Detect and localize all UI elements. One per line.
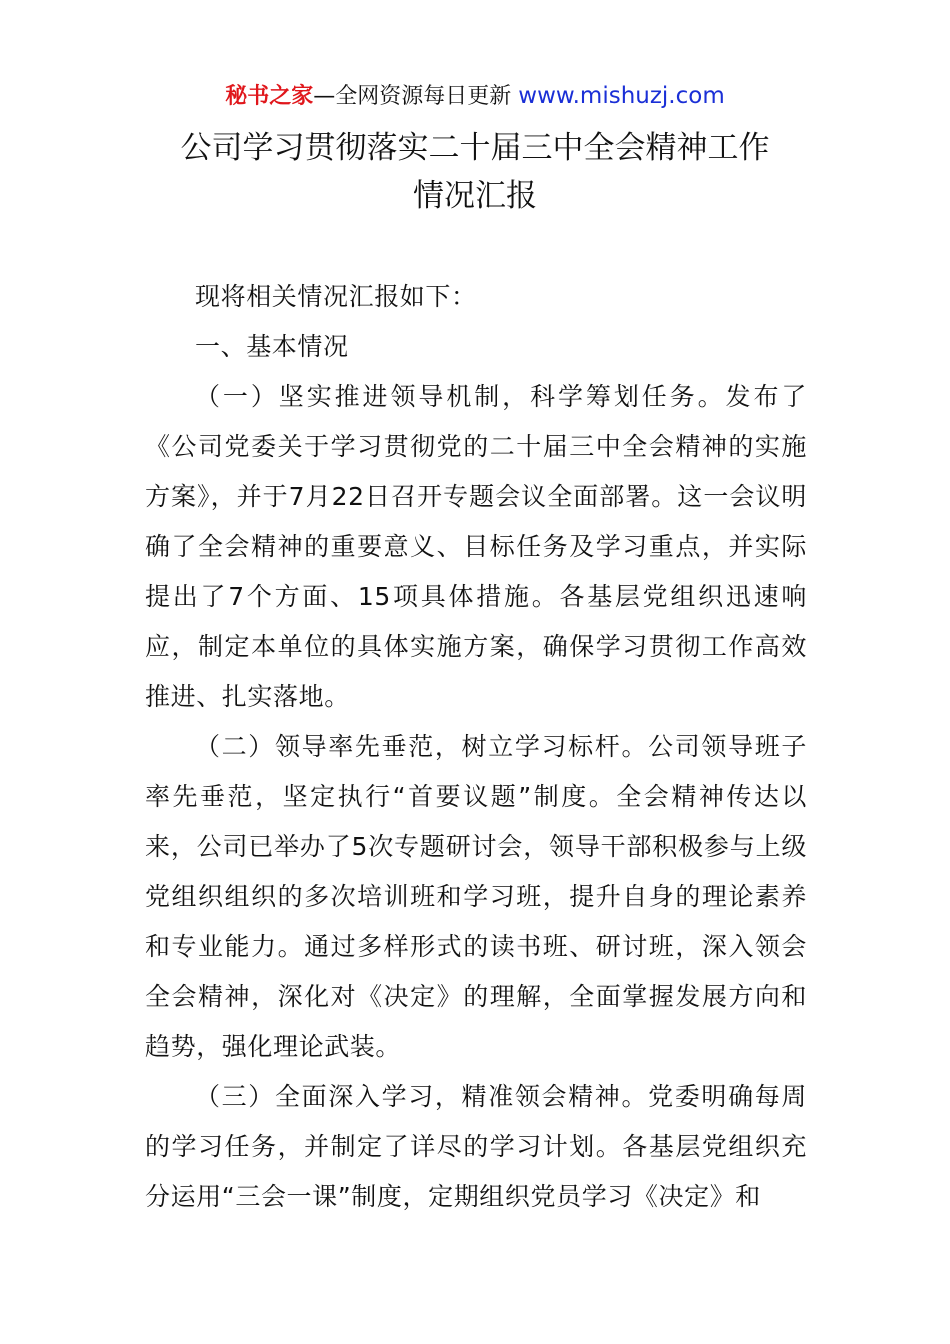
document-body (145, 272, 807, 1222)
site-url-link[interactable]: www.mishuzj.com (518, 83, 725, 109)
title-line-2: 情况汇报 (413, 178, 537, 214)
site-brand: 秘书之家 (225, 84, 314, 109)
title-line-1: 公司学习贯彻落实二十届三中全会精神工作 (180, 130, 770, 166)
site-header (0, 80, 950, 113)
section-heading-basic: 一、基本情况 (195, 332, 349, 361)
paragraph-section-2: （二）领导率先垂范，树立学习标杆。公司领导班子率先垂范，坚定执行“首要议题”制度。全会精神传达以来，公司已举办了5次专题研讨会，领导干部积极参与上级党组织组织的多次培训班和学习班，提升自身的理论素养和专业能力。通过多样形式的读书班、研讨班，深入领会全会精神，深化对《决定》的理解，全面掌握发展方向和趋势，强化理论武装。 (145, 732, 807, 1061)
paragraph-section-1: （一）坚实推进领导机制，科学筹划任务。发布了《公司党委关于学习贯彻党的二十届三中全会精神的实施方案》，并于7月22日召开专题会议全面部署。这一会议明确了全会精神的重要意义、目标任务及学习重点，并实际提出了7个方面、15项具体措施。各基层党组织迅速响应，制定本单位的具体实施方案，确保学习贯彻工作高效推进、扎实落地。 (145, 382, 807, 711)
paragraph-section-3: （三）全面深入学习，精准领会精神。党委明确每周的学习任务，并制定了详尽的学习计划。各基层党组织充分运用“三会一课”制度，定期组织党员学习《决定》和 (145, 1082, 807, 1211)
paragraph-intro: 现将相关情况汇报如下： (195, 282, 477, 311)
document-title (0, 124, 950, 220)
site-tagline: —全网资源每日更新 (313, 84, 512, 109)
